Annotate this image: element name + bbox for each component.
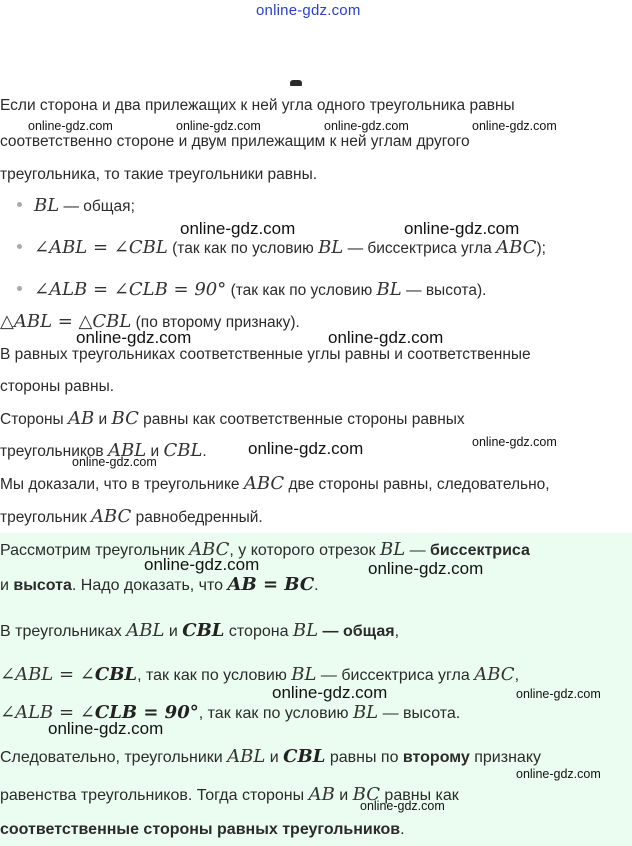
solution-line-2: и высота. Надо доказать, что AB = BC.	[0, 574, 319, 595]
paragraph-corresponding-line-1: В равных треугольниках соответственные углы равны и соответственные	[0, 346, 531, 363]
solution-line-3: В треугольниках ABL и CBL сторона BL — общая,	[0, 620, 400, 641]
watermark: online-gdz.com	[272, 683, 388, 702]
solution-line-8: соответственные стороны равных треугольников.	[0, 821, 405, 838]
solution-line-7: равенства треугольников. Тогда стороны AB и BC равны как	[0, 784, 459, 805]
watermark: online-gdz.com	[404, 219, 520, 238]
solution-line-5: ∠ALB = ∠CLB = 90°, так как по условию BL — высота.	[0, 702, 461, 723]
paragraph-proved-line-1: Мы доказали, что в треугольнике ABC две стороны равны, следовательно,	[0, 473, 550, 494]
watermark: online-gdz.com	[28, 119, 113, 133]
list-item-common-side: BL — общая;	[17, 195, 135, 216]
watermark: online-gdz.com	[472, 119, 557, 133]
bullet-dot	[17, 244, 22, 249]
paragraph-corresponding-line-2: стороны равны.	[0, 378, 115, 395]
paragraph-sides-line-2: треугольников ABL и CBL.	[0, 440, 207, 461]
paragraph-sides-line-1: Стороны AB и BC равны как соответственные стороны равных	[0, 408, 465, 429]
watermark: online-gdz.com	[72, 455, 157, 469]
watermark: online-gdz.com	[176, 119, 261, 133]
list-item-equal-angles: ∠ABL = ∠CBL (так как по условию BL — биссектриса угла ABC);	[17, 237, 546, 258]
watermark: online-gdz.com	[180, 219, 296, 238]
watermark: online-gdz.com	[76, 328, 192, 347]
watermark: online-gdz.com	[516, 687, 601, 701]
watermark: online-gdz.com	[472, 435, 557, 449]
bullet-dot	[17, 286, 22, 291]
solution-line-6: Следовательно, треугольники ABL и CBL равны по второму признаку	[0, 746, 541, 767]
paragraph-theorem-line-1: Если сторона и два прилежащих к ней угла одного треугольника равны	[0, 97, 515, 114]
paragraph-theorem-line-2: соответственно стороне и двум прилежащим к ней углам другого	[0, 133, 470, 150]
watermark: online-gdz.com	[368, 559, 484, 578]
watermark: online-gdz.com	[360, 799, 445, 813]
watermark-top: online-gdz.com	[256, 2, 361, 19]
triangles-equal-conclusion: △ABL = △CBL (по второму признаку).	[0, 311, 300, 332]
watermark: online-gdz.com	[516, 767, 601, 781]
solution-line-4: ∠ABL = ∠CBL, так как по условию BL — биссектриса угла ABC,	[0, 664, 520, 685]
cropped-heading-fragment	[290, 80, 302, 86]
watermark: online-gdz.com	[248, 439, 364, 458]
bullet-dot	[17, 202, 22, 207]
list-item-right-angles: ∠ALB = ∠CLB = 90° (так как по условию BL — высота).	[17, 279, 486, 300]
watermark: online-gdz.com	[328, 328, 444, 347]
paragraph-proved-line-2: треугольник ABC равнобедренный.	[0, 506, 263, 527]
watermark: online-gdz.com	[144, 555, 260, 574]
watermark: online-gdz.com	[324, 119, 409, 133]
watermark: online-gdz.com	[48, 719, 164, 738]
paragraph-theorem-line-3: треугольника, то такие треугольники равны.	[0, 166, 318, 183]
solution-line-1: Рассмотрим треугольник ABC, у которого отрезок BL — биссектриса	[0, 539, 530, 560]
